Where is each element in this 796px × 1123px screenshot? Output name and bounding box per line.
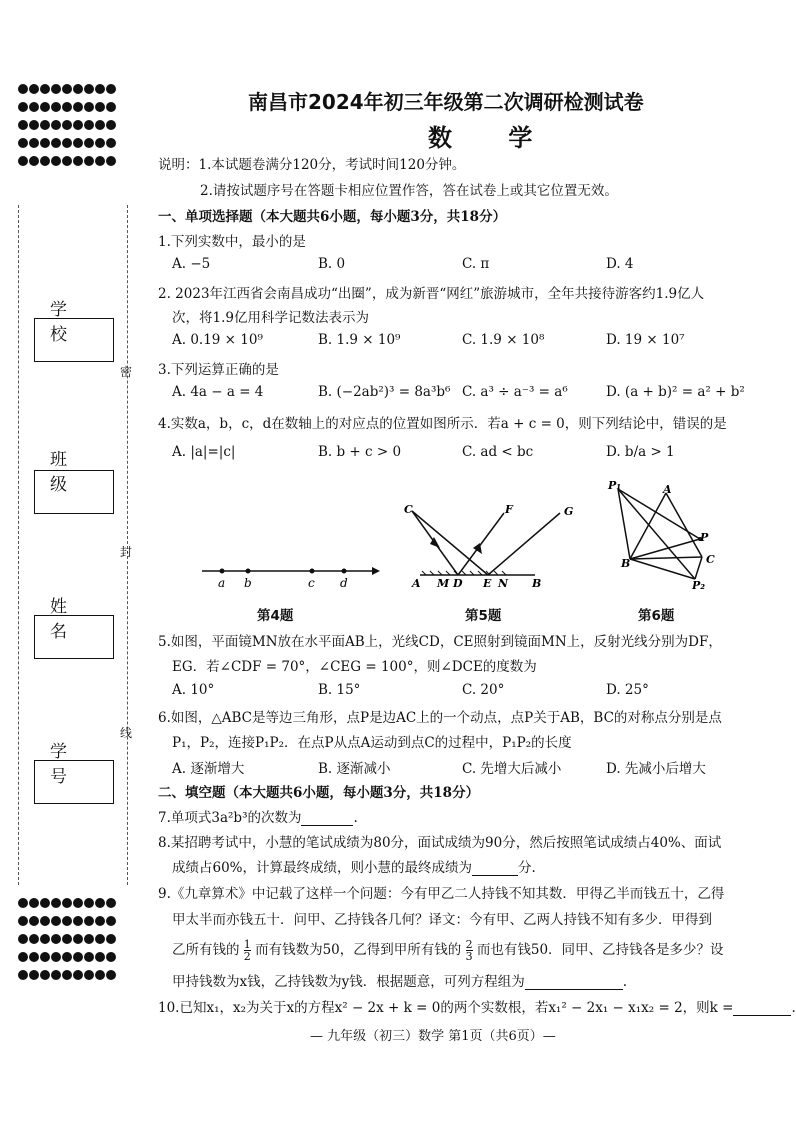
q5-option-a: A. 10° — [172, 682, 215, 698]
q8-unit: 分. — [518, 860, 536, 876]
q8-line2 — [172, 856, 536, 876]
fig6-label-p: P — [700, 531, 709, 544]
q5-stem-cont: EG．若∠CDF = 70°，∠CEG = 100°，则∠DCE的度数为 — [172, 659, 537, 675]
q7-answer-blank[interactable] — [301, 812, 353, 826]
name-field[interactable] — [34, 615, 114, 659]
name-label: 姓 名 — [50, 597, 83, 642]
seal-char-feng: 封 — [120, 545, 133, 559]
section1-heading: 一、单项选择题（本大题共6小题，每小题3分，共18分） — [158, 209, 507, 225]
figures — [150, 475, 790, 610]
q9-line3 — [172, 938, 724, 962]
q9-text-a: 乙所有钱的 — [172, 942, 240, 958]
fig6-label-b: B — [621, 557, 631, 570]
page-footer: — 九年级（初三）数学 第1页（共6页）— — [310, 1029, 556, 1044]
fig4-label-c: c — [308, 576, 315, 590]
q6-option-c: C. 先增大后减小 — [462, 761, 562, 777]
q8-line1: 8.某招聘考试中，小慧的笔试成绩为80分，面试成绩为90分，然后按照笔试成绩占40%、面试 — [158, 835, 722, 851]
exam-subject: 数 学 — [428, 124, 557, 152]
q1-option-d: D. 4 — [606, 256, 634, 272]
q3-option-a: A. 4a − a = 4 — [172, 384, 264, 400]
fig4-label-b: b — [244, 576, 252, 590]
q3-option-d: D. (a + b)² = a² + b² — [606, 384, 745, 400]
fraction-two-thirds — [466, 939, 473, 962]
q10-answer-blank[interactable] — [733, 1002, 791, 1016]
q9-answer-blank[interactable] — [525, 976, 623, 990]
seal-char-xian: 线 — [120, 726, 133, 740]
bottom-dot-band — [18, 898, 117, 980]
fraction-half — [244, 939, 251, 962]
q1-stem: 1.下列实数中，最小的是 — [158, 234, 306, 250]
fig6-label-c: C — [706, 553, 715, 566]
q5-option-c: C. 20° — [462, 682, 505, 698]
fig6-label-p2: P₂ — [692, 579, 706, 592]
q3-option-b: B. (−2ab²)³ = 8a³b⁶ — [318, 384, 451, 400]
fig6-triangle-diagram — [618, 489, 702, 579]
fig5-label-e: E — [483, 577, 492, 590]
fig5-label-g: G — [564, 505, 574, 518]
fig4-number-line — [202, 567, 380, 590]
q9-line1: 9.《九章算术》中记载了这样一个问题：今有甲乙二人持钱不知其数．甲得乙半而钱五十，乙得 — [158, 886, 725, 902]
q4-option-a: A. |a|=|c| — [172, 444, 236, 460]
fraction-half-den: 2 — [243, 950, 251, 963]
fig5-label-f: F — [505, 503, 513, 516]
q9-line2: 甲太半而亦钱五十．问甲、乙持钱各几何？译文：今有甲、乙两人持钱不知有多少．甲得到 — [172, 912, 712, 928]
fraction-half-num: 1 — [243, 938, 251, 951]
school-field[interactable] — [34, 318, 114, 362]
q2-stem: 2. 2023年江西省会南昌成功“出圈”，成为新晋“网红”旅游城市，全年共接待游客约1.9亿人 — [158, 286, 705, 302]
top-dot-band — [18, 84, 117, 166]
q7: 7.单项式3a²b³的次数为 . — [158, 810, 358, 826]
q3-option-c: C. a³ ÷ a⁻³ = a⁶ — [462, 384, 568, 400]
school-label: 学 校 — [50, 300, 83, 345]
q6-option-d: D. 先减小后增大 — [606, 761, 706, 777]
q8-text: 成绩占60%，计算最终成绩，则小慧的最终成绩为 — [172, 860, 473, 876]
q1-option-c: C. π — [462, 256, 490, 272]
fig5-label-d: D — [453, 577, 463, 590]
fig4-label-d: d — [340, 576, 348, 590]
q2-option-d: D. 19 × 10⁷ — [606, 332, 685, 348]
student-id-field[interactable] — [34, 760, 114, 804]
student-id-label: 学 号 — [50, 742, 83, 787]
q6-stem-cont: P₁，P₂，连接P₁P₂．在点P从点A运动到点C的过程中，P₁P₂的长度 — [172, 735, 572, 751]
q4-option-b: B. b + c > 0 — [318, 444, 402, 460]
fraction-two-thirds-num: 2 — [465, 938, 473, 951]
exam-title: 南昌市2024年初三年级第二次调研检测试卷 — [248, 90, 644, 114]
instruction-1: 说明：1.本试题卷满分120分，考试时间120分钟。 — [158, 157, 466, 173]
fig5-label-n: N — [498, 577, 509, 590]
fig4-caption: 第4题 — [257, 608, 294, 624]
class-field[interactable] — [34, 470, 114, 514]
q7-text: 7.单项式3a²b³的次数为 — [158, 810, 302, 826]
fraction-two-thirds-den: 3 — [465, 950, 473, 963]
q3-stem: 3.下列运算正确的是 — [158, 362, 279, 378]
fig5-caption: 第5题 — [465, 608, 502, 624]
q6-option-a: A. 逐渐增大 — [172, 761, 245, 777]
fig6-label-p1: P₁ — [608, 479, 622, 492]
fig4-label-a: a — [218, 576, 226, 590]
q1-option-a: A. −5 — [172, 256, 211, 272]
q2-option-c: C. 1.9 × 10⁸ — [462, 332, 545, 348]
q10-text: 10.已知x₁，x₂为关于x的方程x² − 2x + k = 0的两个实数根，若x₁² − 2x₁ − x₁x₂ = 2，则k = — [158, 1000, 734, 1016]
q4-stem: 4.实数a，b，c，d在数轴上的对应点的位置如图所示．若a + c = 0，则下列结论中，错误的是 — [158, 416, 727, 432]
q2-option-b: B. 1.9 × 10⁹ — [318, 332, 401, 348]
q6-option-b: B. 逐渐减小 — [318, 761, 391, 777]
seal-char-mi: 密 — [120, 365, 133, 379]
q4-option-c: C. ad < bc — [462, 444, 534, 460]
q2-option-a: A. 0.19 × 10⁹ — [172, 332, 263, 348]
q8-answer-blank[interactable] — [472, 862, 518, 876]
q5-option-b: B. 15° — [318, 682, 361, 698]
q9-line4: 甲持钱数为x钱，乙持钱数为y钱．根据题意，可列方程组为 . — [172, 974, 628, 990]
q9-text-c: 而也有钱50．同甲、乙持钱各是多少？设 — [476, 942, 724, 958]
fig5-label-b: B — [532, 577, 542, 590]
q10: 10.已知x₁，x₂为关于x的方程x² − 2x + k = 0的两个实数根，若x₁² − 2x₁ − x₁x₂ = 2，则k = . — [158, 1000, 796, 1016]
fig5-label-c: C — [404, 503, 413, 516]
class-label: 班 级 — [50, 450, 83, 495]
q4-option-d: D. b/a > 1 — [606, 444, 675, 460]
instruction-2: 2.请按试题序号在答题卡相应位置作答，答在试卷上或其它位置无效。 — [200, 183, 618, 199]
q9-text-b: 而有钱数为50，乙得到甲所有钱的 — [255, 942, 462, 958]
q1-option-b: B. 0 — [318, 256, 346, 272]
q5-option-d: D. 25° — [606, 682, 649, 698]
fig5-label-a: A — [412, 577, 421, 590]
section2-heading: 二、填空题（本大题共6小题，每小题3分，共18分） — [158, 785, 480, 801]
fig6-label-a: A — [663, 483, 672, 496]
q9-text-d: 甲持钱数为x钱，乙持钱数为y钱．根据题意，可列方程组为 — [172, 974, 525, 990]
q5-stem: 5.如图，平面镜MN放在水平面AB上，光线CD，CE照射到镜面MN上，反射光线分别为DF， — [158, 634, 722, 650]
fig5-mirror-diagram — [404, 503, 573, 590]
q2-stem-cont: 次，将1.9亿用科学记数法表示为 — [172, 310, 369, 326]
fig6-caption: 第6题 — [638, 608, 675, 624]
fig5-label-m: M — [437, 577, 450, 590]
q6-stem: 6.如图，△ABC是等边三角形，点P是边AC上的一个动点，点P关于AB，BC的对称点分别是点 — [158, 710, 722, 726]
